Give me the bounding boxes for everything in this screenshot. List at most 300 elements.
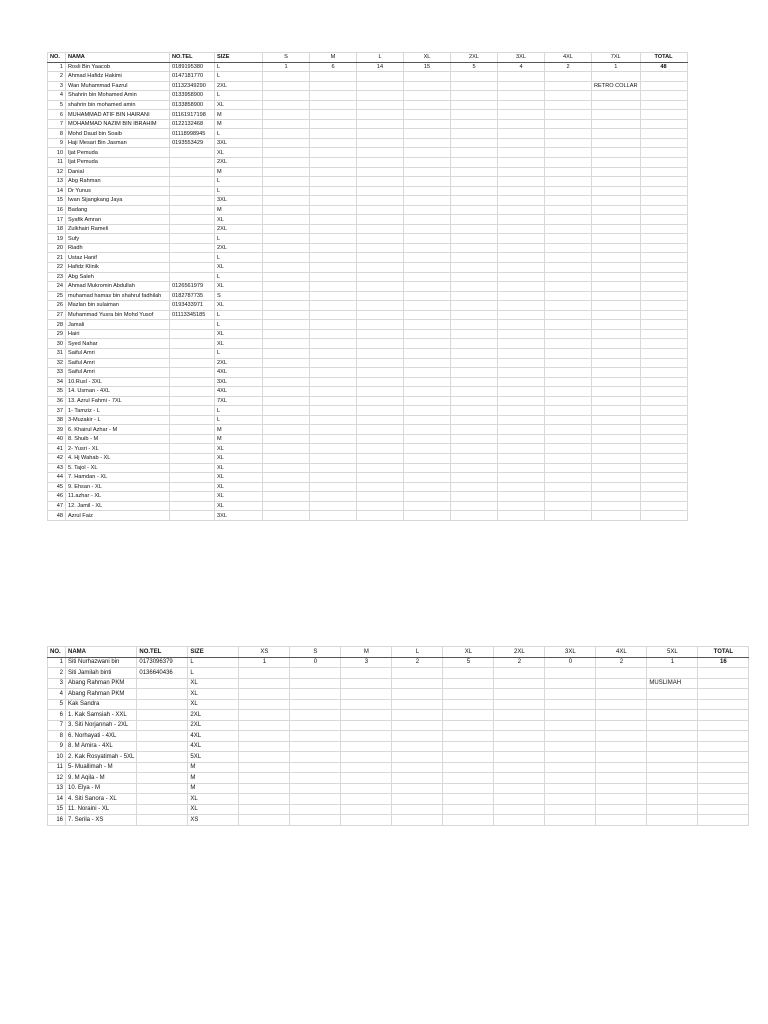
row-number: 6 [48,110,66,120]
empty-cell [640,186,687,196]
empty-cell [357,282,404,292]
empty-cell [310,72,357,82]
empty-cell [592,425,641,435]
member-name: 5- Muallimah - M [66,762,137,773]
empty-cell [545,81,592,91]
empty-cell [404,291,451,301]
empty-cell [341,794,392,805]
member-name: Saiful Amri [66,368,170,378]
empty-cell [392,815,443,826]
member-name: 9. Ehsan - XL [66,482,170,492]
table-row [48,348,688,358]
table-row [48,492,688,502]
empty-cell [545,339,592,349]
empty-cell [640,110,687,120]
empty-cell [263,492,310,502]
shirt-size: 3XL [215,138,263,148]
phone-number: 0182787735 [170,291,215,301]
table-header-row [48,53,688,63]
empty-cell [545,91,592,101]
empty-cell [640,91,687,101]
empty-cell [263,320,310,330]
empty-cell [647,804,698,815]
empty-cell [451,339,498,349]
empty-cell [404,444,451,454]
shirt-size: XL [215,282,263,292]
empty-cell [310,158,357,168]
empty-cell [404,91,451,101]
empty-cell [357,434,404,444]
empty-cell [310,358,357,368]
table-row [48,243,688,253]
empty-cell [592,177,641,187]
empty-cell [498,243,545,253]
empty-cell [698,815,749,826]
empty-cell [498,158,545,168]
empty-cell [357,425,404,435]
empty-cell [545,282,592,292]
row-number: 39 [48,425,66,435]
shirt-size: XL [215,463,263,473]
empty-cell [647,710,698,721]
row-number: 26 [48,301,66,311]
empty-cell [494,741,545,752]
row-number: 11 [48,762,66,773]
phone-number [137,741,188,752]
empty-cell [310,377,357,387]
empty-cell [404,511,451,521]
empty-cell [310,406,357,416]
table-row [48,186,688,196]
empty-cell [357,320,404,330]
shirt-size: L [215,186,263,196]
shirt-size: 7XL [215,396,263,406]
empty-cell [404,463,451,473]
member-name: shahrin bin mohamed amin [66,100,170,110]
empty-cell [263,406,310,416]
empty-cell [545,368,592,378]
empty-cell [498,167,545,177]
phone-number [170,215,215,225]
empty-cell [647,773,698,784]
empty-cell [357,205,404,215]
row-number: 22 [48,263,66,273]
empty-cell [357,339,404,349]
empty-cell [443,815,494,826]
size-header-l: L [392,647,443,658]
empty-cell [357,186,404,196]
member-name: Saiful Amri [66,358,170,368]
empty-cell [596,678,647,689]
empty-cell [404,492,451,502]
empty-cell [404,138,451,148]
shirt-size: XL [188,699,239,710]
empty-cell [443,668,494,679]
table-row [48,752,749,763]
phone-number [170,444,215,454]
empty-cell [404,368,451,378]
row-number: 8 [48,731,66,742]
empty-cell [592,396,641,406]
empty-cell [640,129,687,139]
empty-cell [263,425,310,435]
shirt-size: XL [215,148,263,158]
empty-cell [494,804,545,815]
empty-cell [451,463,498,473]
shirt-size: XL [215,473,263,483]
phone-number [170,253,215,263]
empty-cell [545,100,592,110]
shirt-size: 3XL [215,377,263,387]
empty-cell [545,310,592,320]
empty-cell [263,205,310,215]
empty-cell [290,762,341,773]
empty-cell [498,224,545,234]
empty-cell [545,804,596,815]
row-number: 46 [48,492,66,502]
empty-cell [392,720,443,731]
empty-cell [545,348,592,358]
empty-cell [698,804,749,815]
empty-cell [698,668,749,679]
member-name: Mazlan bin sulaiman [66,301,170,311]
empty-cell [640,473,687,483]
empty-cell [404,329,451,339]
size-header-2xl: 2XL [451,53,498,63]
shirt-size: L [215,72,263,82]
empty-cell [545,253,592,263]
empty-cell [404,282,451,292]
member-name: 9. M Aqila - M [66,773,137,784]
empty-cell [451,358,498,368]
empty-cell [592,310,641,320]
empty-cell [451,329,498,339]
empty-cell [451,177,498,187]
shirt-size: S [215,291,263,301]
empty-cell [451,396,498,406]
member-name: 8. M Amira - 4XL [66,741,137,752]
empty-cell [404,72,451,82]
empty-cell [357,253,404,263]
member-name: Abg Saleh [66,272,170,282]
table-row [48,804,749,815]
empty-cell [640,196,687,206]
empty-cell [357,453,404,463]
col-header-no: NO. [48,53,66,63]
phone-number [170,243,215,253]
empty-cell [498,282,545,292]
empty-cell [545,710,596,721]
empty-cell [640,339,687,349]
empty-cell [494,752,545,763]
empty-cell [404,310,451,320]
shirt-size: L [215,177,263,187]
row-number: 15 [48,804,66,815]
empty-cell [404,320,451,330]
empty-cell [290,689,341,700]
empty-cell [498,215,545,225]
member-name: 10.Rusl - 3XL [66,377,170,387]
empty-cell [647,699,698,710]
empty-cell [341,731,392,742]
empty-cell [239,668,290,679]
shirt-size: M [215,205,263,215]
empty-cell [498,329,545,339]
empty-cell [451,224,498,234]
member-name: Ahmad Mukromin Abdullah [66,282,170,292]
empty-cell [404,434,451,444]
phone-number [170,463,215,473]
col-header-nama: NAMA [66,53,170,63]
empty-cell [545,205,592,215]
table-row [48,668,749,679]
empty-cell [640,243,687,253]
empty-cell [596,815,647,826]
shirt-size: M [188,773,239,784]
table-row [48,253,688,263]
empty-cell [640,81,687,91]
empty-cell [404,205,451,215]
empty-cell [494,773,545,784]
empty-cell [443,773,494,784]
empty-cell [545,815,596,826]
empty-cell [592,348,641,358]
empty-cell [640,320,687,330]
row-number: 48 [48,511,66,521]
size-header-3xl: 3XL [545,647,596,658]
member-name: Abang Rahman PKM [66,689,137,700]
empty-cell [498,368,545,378]
empty-cell [239,741,290,752]
empty-cell [443,720,494,731]
empty-cell [341,752,392,763]
empty-cell [640,482,687,492]
empty-cell [545,492,592,502]
empty-cell [592,291,641,301]
empty-cell [263,482,310,492]
table-row [48,415,688,425]
empty-cell [451,148,498,158]
empty-cell [357,110,404,120]
empty-cell [545,291,592,301]
empty-cell [341,720,392,731]
member-name: 1. Kak Samsiah - XXL [66,710,137,721]
shirt-size: L [215,320,263,330]
table-row [48,678,749,689]
empty-cell [545,320,592,330]
phone-number [170,339,215,349]
empty-cell [498,377,545,387]
row-number: 34 [48,377,66,387]
table-row [48,329,688,339]
empty-cell [451,453,498,463]
empty-cell [498,100,545,110]
row-number: 41 [48,444,66,454]
empty-cell [310,282,357,292]
member-name: MOHAMMAD NAZIM BIN IBRAHIM [66,119,170,129]
empty-cell [451,482,498,492]
phone-number [170,377,215,387]
empty-cell [357,224,404,234]
member-name: 4. Siti Sanora - XL [66,794,137,805]
empty-cell [640,253,687,263]
empty-cell [451,167,498,177]
row-number: 16 [48,205,66,215]
empty-cell [592,167,641,177]
empty-cell [310,329,357,339]
empty-cell [404,110,451,120]
row-number: 15 [48,196,66,206]
size-header-total: TOTAL [698,647,749,658]
shirt-size: XL [215,453,263,463]
row-number: 43 [48,463,66,473]
size-header-l: L [357,53,404,63]
table-row [48,368,688,378]
empty-cell [263,348,310,358]
member-name: Badang [66,205,170,215]
empty-cell [451,110,498,120]
size-header-4xl: 4XL [545,53,592,63]
shirt-size: L [215,129,263,139]
empty-cell [263,282,310,292]
shirt-size: M [215,434,263,444]
empty-cell [545,234,592,244]
shirt-size: XL [215,329,263,339]
empty-cell [451,492,498,502]
phone-number [170,348,215,358]
empty-cell [545,138,592,148]
empty-cell [443,699,494,710]
phone-number [170,511,215,521]
empty-cell [592,205,641,215]
empty-cell [310,425,357,435]
phone-number [170,158,215,168]
empty-cell [647,783,698,794]
empty-cell [596,773,647,784]
size-header-s: S [290,647,341,658]
empty-cell [357,100,404,110]
row-number: 21 [48,253,66,263]
empty-cell [263,396,310,406]
empty-cell [498,138,545,148]
empty-cell [592,301,641,311]
empty-cell [494,668,545,679]
shirt-size: XL [188,689,239,700]
empty-cell [451,387,498,397]
phone-number: 0126561979 [170,282,215,292]
empty-cell [596,710,647,721]
empty-cell [357,119,404,129]
shirt-size: XL [215,339,263,349]
empty-cell [545,762,596,773]
empty-cell [443,731,494,742]
shirt-size: M [215,167,263,177]
row-number: 36 [48,396,66,406]
empty-cell [451,501,498,511]
empty-cell [451,119,498,129]
size-count-s: 0 [290,657,341,668]
empty-cell [239,804,290,815]
phone-number [137,815,188,826]
size-header-xs: XS [239,647,290,658]
table-row [48,453,688,463]
empty-cell [404,501,451,511]
table-row [48,291,688,301]
empty-cell [404,263,451,273]
member-name: 3. Siti Norjannah - 2XL [66,720,137,731]
empty-cell [640,158,687,168]
empty-cell [310,396,357,406]
empty-cell [545,224,592,234]
empty-cell [357,396,404,406]
empty-cell [392,783,443,794]
empty-cell [357,301,404,311]
empty-cell [498,425,545,435]
phone-number: 0122132468 [170,119,215,129]
empty-cell [357,167,404,177]
table-row [48,272,688,282]
shirt-size: XL [215,444,263,454]
table-row [48,815,749,826]
empty-cell [592,243,641,253]
table-row [48,196,688,206]
empty-cell [404,482,451,492]
phone-number [170,492,215,502]
empty-cell [341,762,392,773]
row-number: 30 [48,339,66,349]
empty-cell [592,158,641,168]
shirt-size: XL [215,215,263,225]
empty-cell [263,81,310,91]
empty-cell [239,699,290,710]
empty-cell [545,263,592,273]
row-number: 1 [48,657,66,668]
phone-number: 0173096379 [137,657,188,668]
empty-cell [451,348,498,358]
empty-cell [357,234,404,244]
member-name: 4. Hj Wahab - XL [66,453,170,463]
row-number: 1 [48,62,66,72]
empty-cell [451,263,498,273]
shirt-size: L [215,415,263,425]
empty-cell [596,699,647,710]
row-number: 47 [48,501,66,511]
empty-cell [310,501,357,511]
empty-cell [451,310,498,320]
empty-cell [498,263,545,273]
phone-number: 0136640436 [137,668,188,679]
empty-cell [498,81,545,91]
empty-cell [451,234,498,244]
empty-cell [545,243,592,253]
empty-cell [494,731,545,742]
row-number: 44 [48,473,66,483]
empty-cell [443,741,494,752]
empty-cell [494,689,545,700]
table-row [48,358,688,368]
empty-cell [592,501,641,511]
empty-cell [357,368,404,378]
empty-cell [451,406,498,416]
table-row [48,310,688,320]
empty-cell [640,387,687,397]
phone-number [170,186,215,196]
empty-cell [451,81,498,91]
empty-cell [310,320,357,330]
empty-cell [310,434,357,444]
phone-number: 0193553429 [170,138,215,148]
table-row [48,119,688,129]
